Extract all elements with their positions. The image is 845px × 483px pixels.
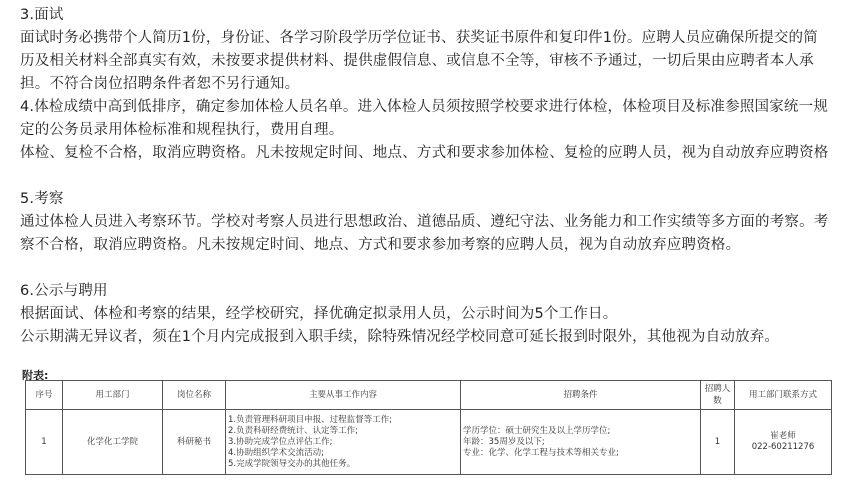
header-index: 序号 [26, 381, 63, 410]
paragraph-publicity: 根据面试、体检和考察的结果，经学校研究，择优确定拟录用人员，公示时间为5个工作日。 [20, 306, 618, 322]
duty-line: 2.负责科研经费统计、认定等工作; [228, 425, 358, 436]
duty-line: 1.负责管理科研项目申报、过程监督等工作; [228, 414, 392, 425]
cell-position: 科研秘书 [163, 410, 226, 475]
paragraph-employment: 公示期满无异议者，须在1个月内完成报到入职手续，除特殊情况经学校同意可延长报到时限外，其他视为自动放弃。 [20, 329, 780, 345]
cell-duties [226, 410, 461, 475]
duty-line: 4.协助组织学术交流活动; [228, 447, 324, 458]
header-count: 招聘人数 [701, 381, 735, 410]
header-duties: 主要从事工作内容 [226, 381, 461, 410]
header-department: 用工部门 [63, 381, 163, 410]
header-requirements: 招聘条件 [461, 381, 701, 410]
requirement-line: 年龄：35周岁及以下; [463, 436, 545, 447]
contact-phone: 022-60211276 [751, 442, 815, 452]
cell-count: 1 [701, 410, 735, 475]
attachment-label: 附表: [22, 369, 49, 382]
heading-interview: 3.面试 [20, 7, 64, 23]
cell-contact [735, 410, 832, 475]
paragraph-health-check: 4.体检成绩中高到低排序，确定参加体检人员名单。进入体检人员须按照学校要求进行体检，体检项目及标准参照国家统一规定的公务员录用体检标准和规程执行，费用自理。 [20, 99, 829, 138]
heading-publicity: 6.公示与聘用 [20, 283, 108, 299]
contact-name: 崔老师 [770, 431, 796, 441]
paragraph-inspection: 通过体检人员进入考察环节。学校对考察人员进行思想政治、道德品质、遵纪守法、业务能力和工作实绩等多方面的考察。考察不合格，取消应聘资格。凡未按规定时间、地点、方式和要求参加考察的应聘人员，视为自动放弃应聘资格。 [20, 214, 829, 253]
cell-requirements [461, 410, 701, 475]
attachment-table [25, 380, 832, 475]
duty-line: 5.完成学院领导交办的其他任务。 [228, 458, 356, 469]
paragraph-recheck: 体检、复检不合格，取消应聘资格。凡未按规定时间、地点、方式和要求参加体检、复检的应聘人员，视为自动放弃应聘资格 [20, 145, 829, 161]
table-header-row [26, 381, 832, 410]
requirement-line: 专业：化学、化学工程与技术等相关专业; [463, 447, 619, 458]
header-contact: 用工部门联系方式 [735, 381, 832, 410]
paragraph-interview: 面试时务必携带个人简历1份，身份证、各学习阶段学历学位证书、获奖证书原件和复印件1份。应聘人员应确保所提交的简历及相关材料全部真实有效，未按要求提供材料、提供虚假信息、或信息不全等，审核不予通过，一切后果由应聘者本人承担。不符合岗位招聘条件者恕不另行通知。 [20, 30, 818, 92]
table-row [26, 410, 832, 475]
heading-inspection: 5.考察 [20, 191, 64, 207]
duty-line: 3.协助完成学位点评估工作; [228, 436, 333, 447]
cell-index: 1 [26, 410, 63, 475]
requirement-line: 学历学位：硕士研究生及以上学历学位; [463, 425, 611, 436]
cell-department: 化学化工学院 [63, 410, 163, 475]
header-position: 岗位名称 [163, 381, 226, 410]
